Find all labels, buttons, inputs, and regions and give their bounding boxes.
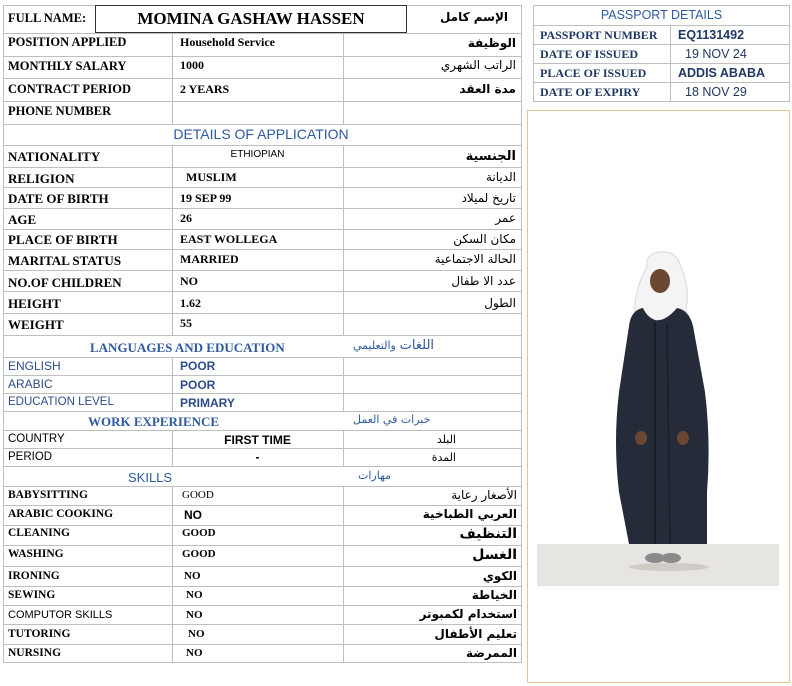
age-value: 26 <box>180 211 192 225</box>
languages-title: LANGUAGES AND EDUCATION <box>90 340 285 355</box>
languages-title-ar-part1: اللغات <box>399 338 435 353</box>
full-name-ar: الإسم كامل <box>439 10 508 24</box>
religion-ar: الديانة <box>485 170 516 184</box>
skill-tutoring-value: NO <box>188 628 205 640</box>
skill-washing-ar: الغسل <box>472 547 517 563</box>
passport-title: PASSPORT DETAILS <box>600 8 723 22</box>
monthly-salary-ar: الراتب الشهري <box>440 58 516 72</box>
full-name-value: MOMINA GASHAW HASSEN <box>137 9 365 28</box>
arabic-value: POOR <box>180 378 216 392</box>
skill-sewing-ar: الخياطة <box>471 588 517 602</box>
english-label: ENGLISH <box>8 359 61 373</box>
contract-period-ar: مدة العقد <box>459 82 516 96</box>
date-of-birth-ar: تاريخ لميلاد <box>461 191 516 205</box>
marital-status-ar: الحالة الاجتماعية <box>434 252 516 266</box>
position-applied-label: POSITION APPLIED <box>8 35 127 49</box>
education-label: EDUCATION LEVEL <box>8 396 114 408</box>
skill-arabic-cooking-label: ARABIC COOKING <box>8 508 114 520</box>
skill-ironing-label: IRONING <box>8 570 60 582</box>
skill-ironing-ar: الكوي <box>482 569 517 583</box>
nationality-value: ETHIOPIAN <box>230 149 285 160</box>
details-title: DETAILS OF APPLICATION <box>173 126 349 142</box>
marital-status-value: MARRIED <box>180 252 239 266</box>
period-ar: المدة <box>431 451 456 464</box>
skill-computer-label: COMPUTOR SKILLS <box>8 609 113 621</box>
passport-expiry-label: DATE OF EXPIRY <box>540 85 641 99</box>
languages-title-ar-part2: والتعليمي <box>353 339 396 352</box>
date-of-birth-label: DATE OF BIRTH <box>8 191 109 206</box>
period-label: PERIOD <box>8 451 53 463</box>
arabic-label: ARABIC <box>8 377 53 391</box>
work-title: WORK EXPERIENCE <box>88 414 220 429</box>
position-applied-ar: الوظيفة <box>467 36 516 50</box>
position-applied-value: Household Service <box>180 35 275 49</box>
weight-value: 55 <box>180 316 192 330</box>
marital-status-label: MARITAL STATUS <box>8 253 122 268</box>
skill-arabic-cooking-value: NO <box>184 508 202 522</box>
date-of-birth-value: 19 SEP 99 <box>180 191 232 205</box>
skill-ironing-value: NO <box>184 570 201 582</box>
height-value: 1.62 <box>180 296 201 310</box>
passport-expiry-value: 18 NOV 29 <box>685 85 747 99</box>
skill-babysitting-value: GOOD <box>182 489 214 501</box>
applicant-photo <box>537 112 779 586</box>
skill-cleaning-ar: التنظيف <box>459 526 517 542</box>
monthly-salary-label: MONTHLY SALARY <box>8 59 127 73</box>
skill-washing-value: GOOD <box>182 548 216 560</box>
country-value: FIRST TIME <box>224 433 291 447</box>
skill-computer-ar: استخدام لكمبوتر <box>419 607 517 621</box>
skill-babysitting-ar: الأصغار رعاية <box>451 488 517 502</box>
children-value: NO <box>180 274 198 288</box>
english-value: POOR <box>180 359 216 373</box>
nationality-label: NATIONALITY <box>8 149 101 164</box>
skill-babysitting-label: BABYSITTING <box>8 489 88 501</box>
phone-number-label: PHONE NUMBER <box>8 104 112 118</box>
passport-issued-value: 19 NOV 24 <box>685 47 747 61</box>
height-label: HEIGHT <box>8 296 61 311</box>
passport-number-label: PASSPORT NUMBER <box>540 28 658 42</box>
height-ar: الطول <box>484 296 516 310</box>
languages-title-ar <box>353 338 434 353</box>
skill-nursing-ar: الممرضة <box>465 646 517 660</box>
skill-nursing-label: NURSING <box>8 647 62 659</box>
skill-tutoring-ar: تعليم الأطفال <box>434 627 517 641</box>
children-ar: عدد الا طفال <box>451 274 516 288</box>
full-name-label: FULL NAME: <box>8 11 87 25</box>
applicant-photo-graphic <box>537 112 779 586</box>
country-label: COUNTRY <box>8 433 65 445</box>
children-label: NO.OF CHILDREN <box>8 275 122 290</box>
skill-washing-label: WASHING <box>8 548 64 560</box>
skill-nursing-value: NO <box>186 647 203 659</box>
contract-period-value: 2 YEARS <box>180 82 230 96</box>
religion-label: RELIGION <box>8 171 75 186</box>
age-label: AGE <box>8 212 37 227</box>
passport-number-value: EQ1131492 <box>678 28 745 42</box>
skill-sewing-label: SEWING <box>8 589 56 601</box>
religion-value: MUSLIM <box>186 170 237 184</box>
place-of-birth-ar: مكان السكن <box>453 232 516 246</box>
country-ar: البلد <box>436 433 456 446</box>
skill-sewing-value: NO <box>186 589 203 601</box>
nationality-ar: الجنسية <box>465 149 516 164</box>
passport-place-label: PLACE OF ISSUED <box>540 66 647 80</box>
age-ar: عمر <box>495 211 516 225</box>
skill-cleaning-label: CLEANING <box>8 527 70 539</box>
passport-issued-label: DATE OF ISSUED <box>540 47 639 61</box>
place-of-birth-label: PLACE OF BIRTH <box>8 232 118 247</box>
monthly-salary-value: 1000 <box>180 58 204 72</box>
contract-period-label: CONTRACT PERIOD <box>8 82 132 96</box>
period-value: - <box>255 450 260 464</box>
work-title-ar: خبرات في العمل <box>353 413 431 426</box>
weight-label: WEIGHT <box>8 317 64 332</box>
passport-place-value: ADDIS ABABA <box>678 66 766 80</box>
skill-tutoring-label: TUTORING <box>8 628 71 640</box>
skill-computer-value: NO <box>186 609 203 621</box>
skill-cleaning-value: GOOD <box>182 527 216 539</box>
place-of-birth-value: EAST WOLLEGA <box>180 232 278 246</box>
skill-arabic-cooking-ar: العربي الطباخية <box>422 507 517 521</box>
education-value: PRIMARY <box>180 396 235 410</box>
skills-title-ar: مهارات <box>358 469 392 482</box>
skills-title: SKILLS <box>128 470 173 485</box>
